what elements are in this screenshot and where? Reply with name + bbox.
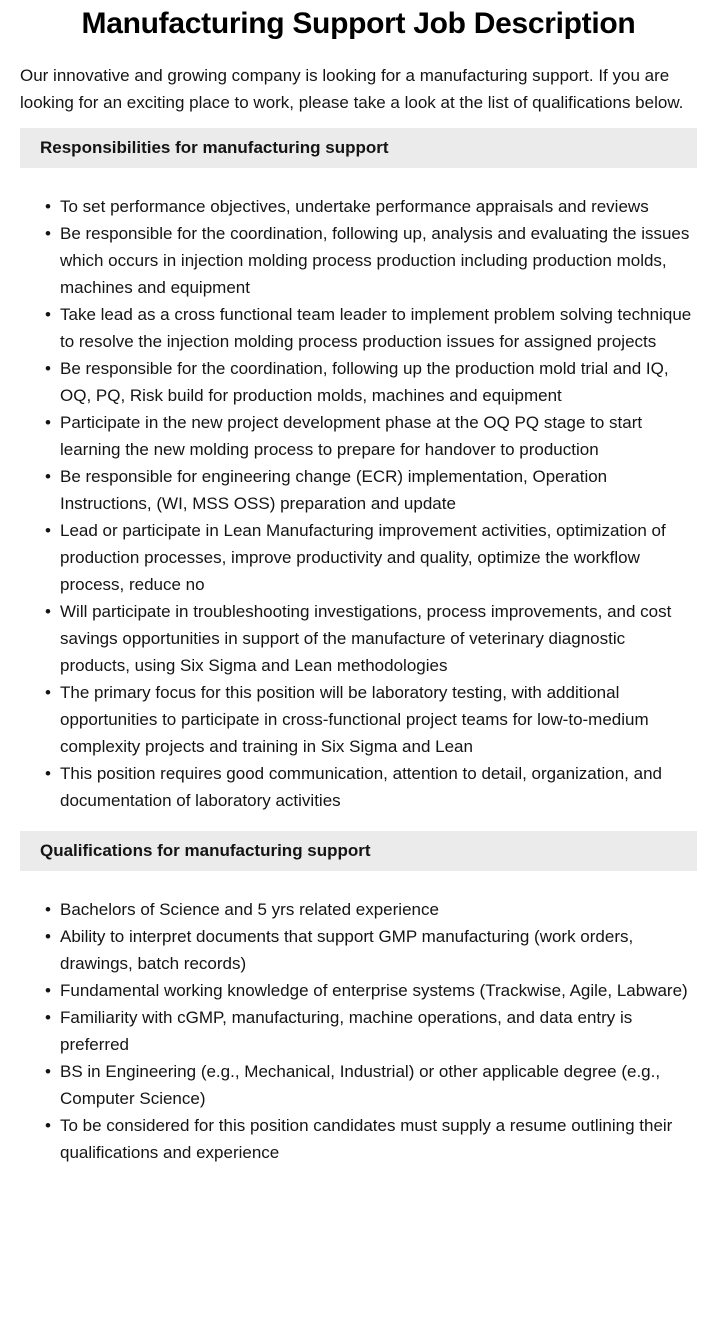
list-item: • Will participate in troubleshooting investigations, process improvements, and cost savings opportunities in support of the manufacture of veterinary diagnostic products, using Six Sigma and Lean methodologies	[60, 598, 697, 679]
list-item: • Be responsible for the coordination, following up the production mold trial and IQ, OQ, PQ, Risk build for production molds, machines and equipment	[60, 355, 697, 409]
list-item: • Ability to interpret documents that support GMP manufacturing (work orders, drawings, batch records)	[60, 923, 697, 977]
section-qualifications	[20, 831, 697, 1166]
list-item: • Lead or participate in Lean Manufacturing improvement activities, optimization of production processes, improve productivity and quality, optimize the workflow process, reduce no	[60, 517, 697, 598]
list-item: • To be considered for this position candidates must supply a resume outlining their qualifications and experience	[60, 1112, 697, 1166]
responsibilities-list	[20, 193, 697, 814]
list-item: • BS in Engineering (e.g., Mechanical, Industrial) or other applicable degree (e.g., Computer Science)	[60, 1058, 697, 1112]
section-heading-responsibilities: Responsibilities for manufacturing support	[20, 128, 697, 168]
list-item: • Participate in the new project development phase at the OQ PQ stage to start learning the new molding process to prepare for handover to production	[60, 409, 697, 463]
section-responsibilities	[20, 128, 697, 814]
list-item: • Familiarity with cGMP, manufacturing, machine operations, and data entry is preferred	[60, 1004, 697, 1058]
list-item: • Be responsible for the coordination, following up, analysis and evaluating the issues which occurs in injection molding process production including production molds, machines and equipment	[60, 220, 697, 301]
list-item: • Fundamental working knowledge of enterprise systems (Trackwise, Agile, Labware)	[60, 977, 697, 1004]
qualifications-list	[20, 896, 697, 1166]
section-heading-qualifications: Qualifications for manufacturing support	[20, 831, 697, 871]
list-item: • This position requires good communication, attention to detail, organization, and documentation of laboratory activities	[60, 760, 697, 814]
list-item: • Take lead as a cross functional team leader to implement problem solving technique to resolve the injection molding process production issues for assigned projects	[60, 301, 697, 355]
list-item: • Be responsible for engineering change (ECR) implementation, Operation Instructions, (WI, MSS OSS) preparation and update	[60, 463, 697, 517]
list-item: • To set performance objectives, undertake performance appraisals and reviews	[60, 193, 697, 220]
list-item: • Bachelors of Science and 5 yrs related experience	[60, 896, 697, 923]
list-item: • The primary focus for this position will be laboratory testing, with additional opportunities to participate in cross-functional project teams for low-to-medium complexity projects and training in Six Sigma and Lean	[60, 679, 697, 760]
page-title: Manufacturing Support Job Description	[81, 7, 636, 40]
intro-paragraph: Our innovative and growing company is looking for a manufacturing support. If you are looking for an exciting place to work, please take a look at the list of qualifications below.	[20, 66, 684, 112]
